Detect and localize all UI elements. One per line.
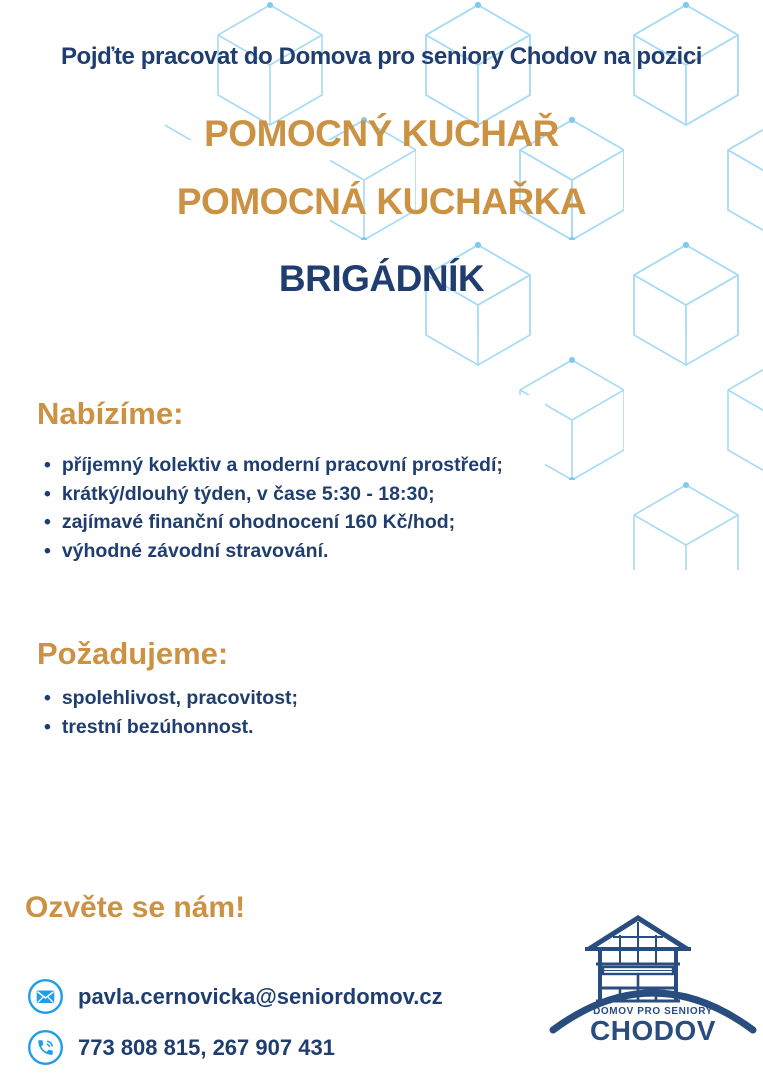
requirement-item: • spolehlivost, pracovitost; (44, 684, 298, 713)
offer-heading: Nabízíme: (37, 396, 184, 431)
offer-item: • krátký/dlouhý týden, v čase 5:30 - 18:30; (44, 480, 503, 509)
contact-email: pavla.cernovicka@seniordomov.cz (78, 983, 443, 1009)
intro-headline: Pojďte pracovat do Domova pro seniory Chodov na pozici (60, 43, 703, 70)
requirements-heading: Požadujeme: (37, 636, 229, 671)
position-title-brigadnik: BRIGÁDNÍK (278, 258, 485, 299)
offer-item: • příjemný kolektiv a moderní pracovní prostředí; (44, 451, 503, 480)
contact-heading: Ozvěte se nám! (25, 891, 246, 924)
position-title-pomocny-kuchar: POMOCNÝ KUCHAŘ (204, 113, 559, 154)
chodov-logo (543, 908, 763, 1076)
contact-email-row (27, 978, 443, 1015)
contact-phone: 773 808 815, 267 907 431 (78, 1034, 335, 1060)
logo-tagline: DOMOV PRO SENIORY (593, 1006, 713, 1017)
offer-list (44, 451, 503, 565)
offer-item: • výhodné závodní stravování. (44, 537, 503, 566)
offer-item: • zajímavé finanční ohodnocení 160 Kč/hod; (44, 508, 503, 537)
requirements-list (44, 684, 298, 741)
logo-building (585, 918, 691, 1001)
requirement-item: • trestní bezúhonnost. (44, 713, 298, 742)
contact-phone-row (27, 1029, 335, 1066)
position-title-pomocna-kucharka: POMOCNÁ KUCHAŘKA (176, 181, 587, 222)
phone-icon (27, 1029, 64, 1066)
envelope-icon (27, 978, 64, 1015)
logo-name: CHODOV (590, 1015, 716, 1046)
